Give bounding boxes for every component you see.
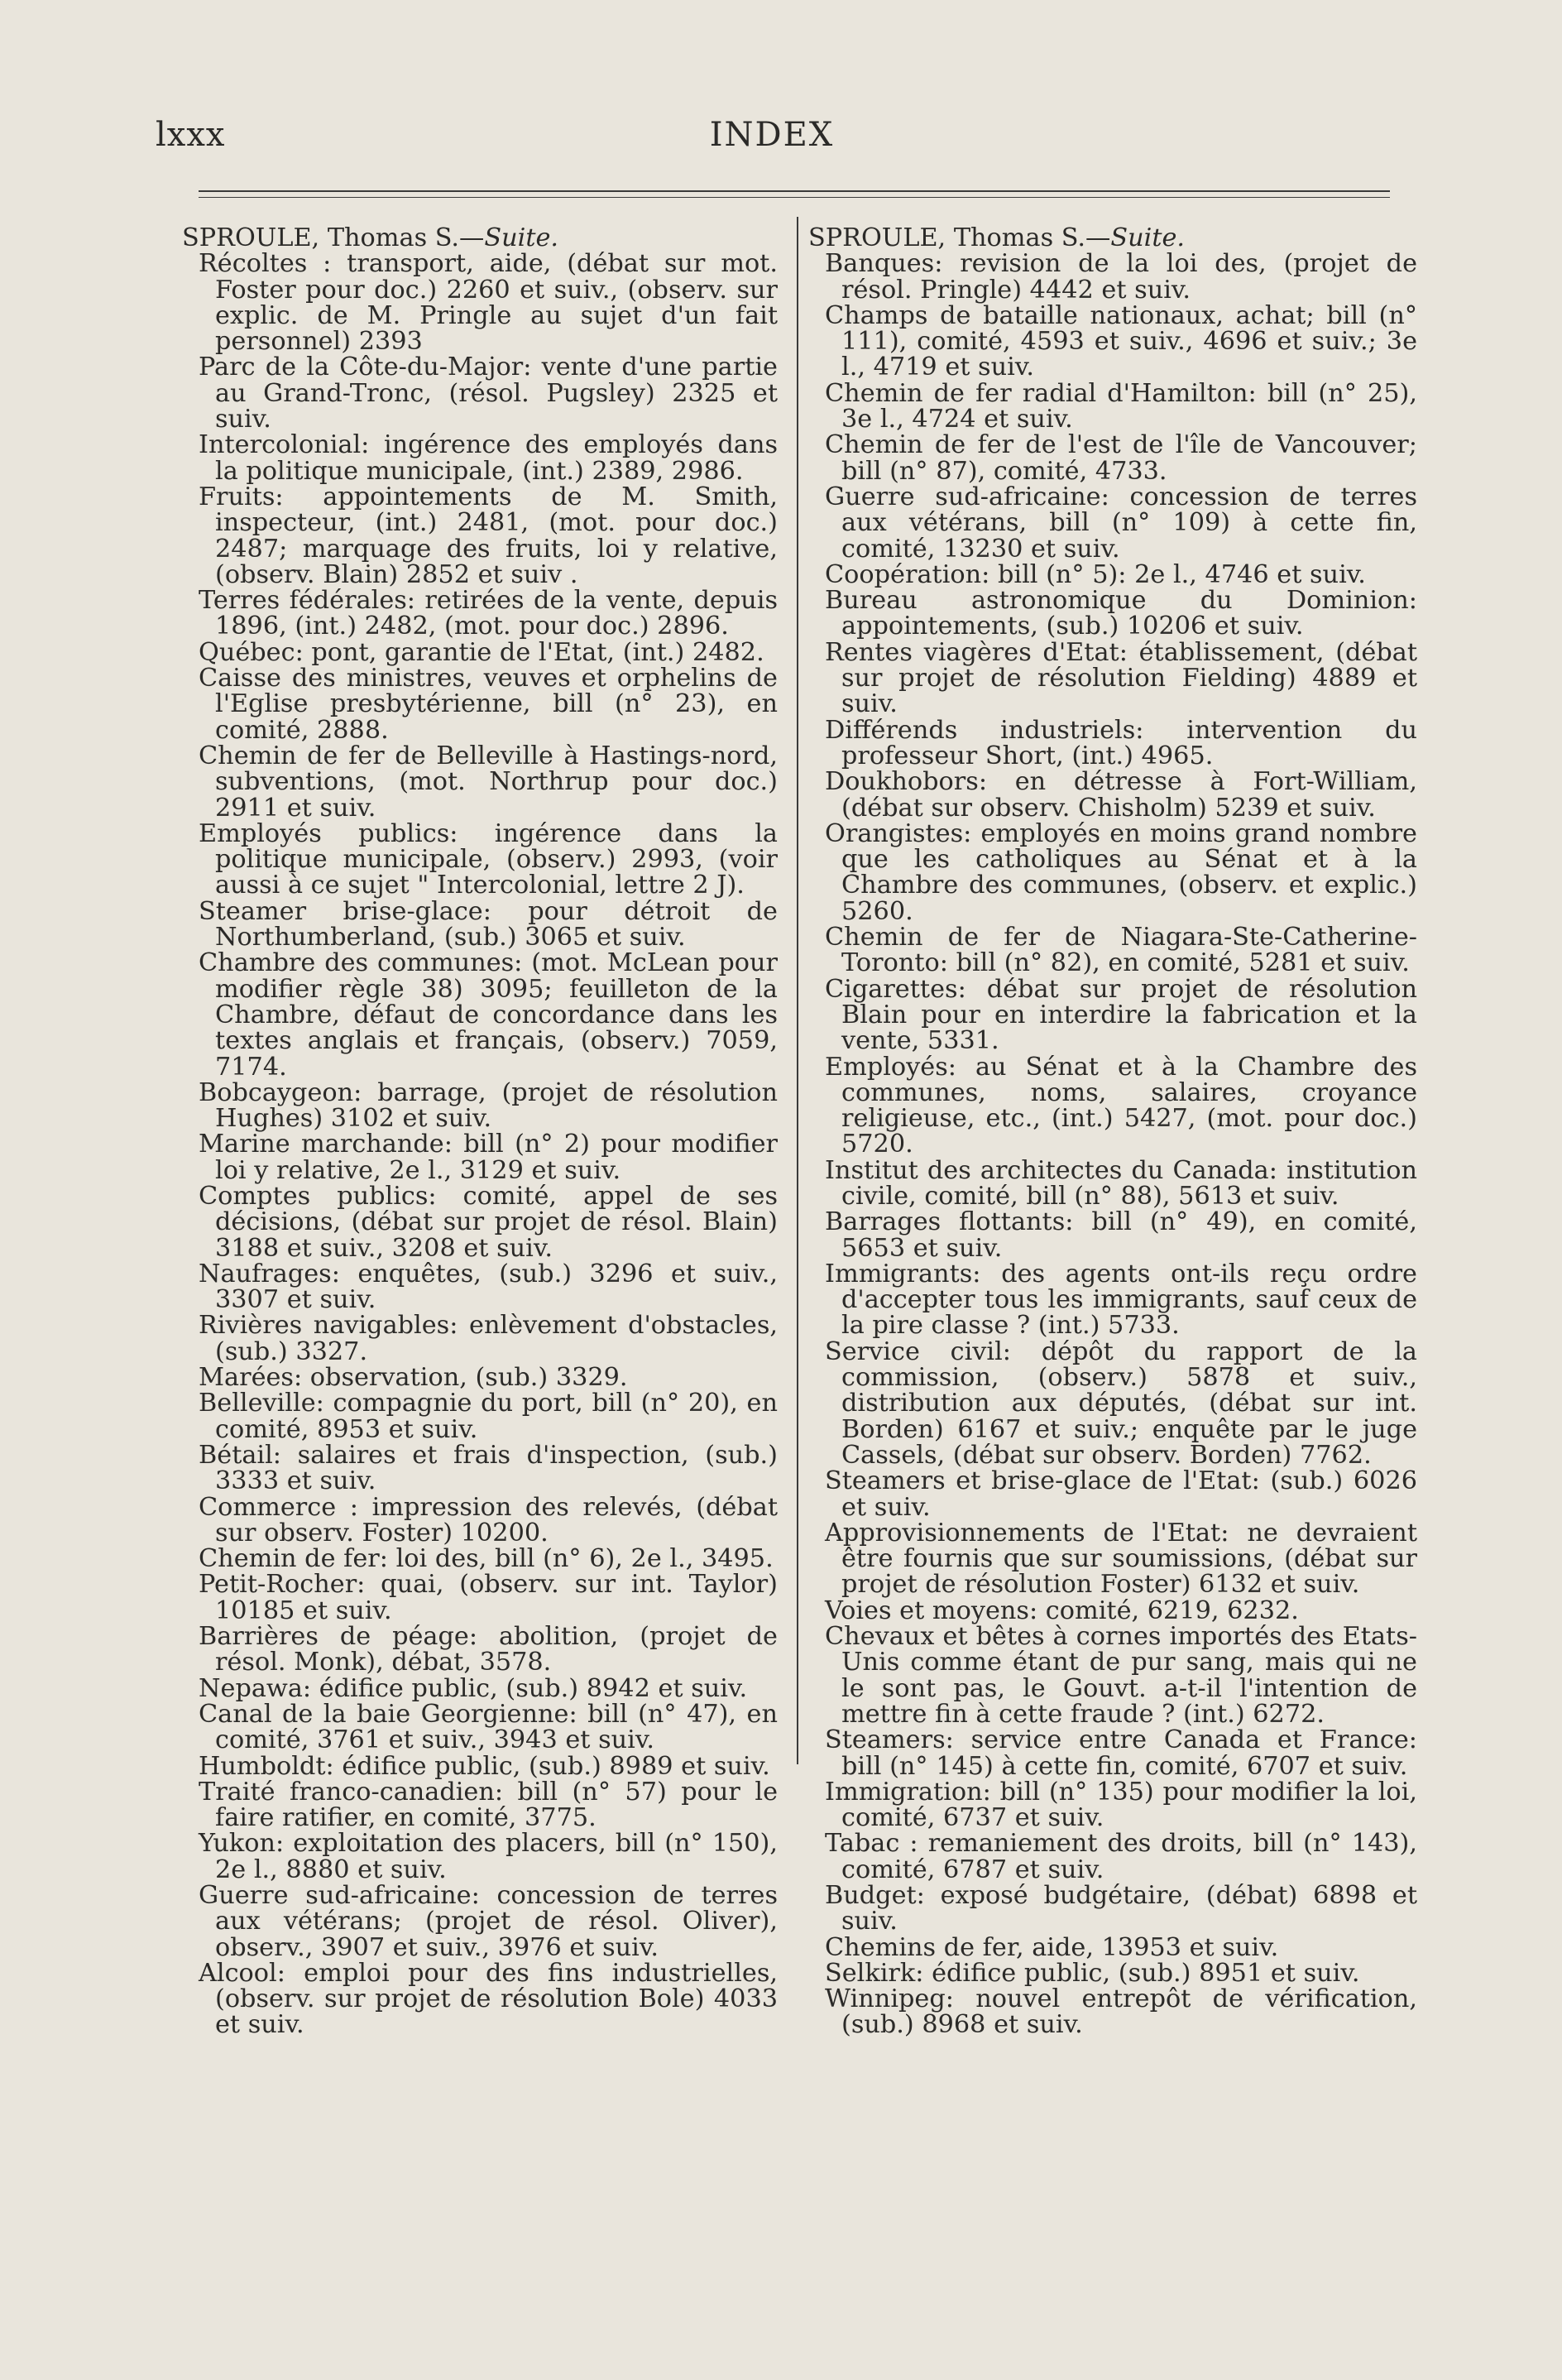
index-entry: Budget: exposé budgétaire, (débat) 6898 et suiv. [825,1881,1417,1936]
index-entry: Chemin de fer radial d'Hamilton: bill (n° 25), 3e l., 4724 et suiv. [825,378,1417,434]
index-entry: Fruits: appointements de M. Smith, inspecteur, (int.) 2481, (mot. pour doc.) 2487; marquage des fruits, loi y relative, (observ. Blain) 2852 et suiv . [199,482,778,589]
index-entry: Doukhobors: en détresse à Fort-William, (débat sur observ. Chisholm) 5239 et suiv. [825,767,1417,823]
index-entry: Alcool: emploi pour des fins industrielles, (observ. sur projet de résolution Bole) 4033 et suiv. [199,1958,778,2040]
index-entry: Chevaux et bêtes à cornes importés des Etats-Unis comme étant de pur sang, mais qui ne le sont pas, le Gouvt. a-t-il l'intention de mettre fin à cette fraude ? (int.) 6272. [825,1622,1417,1729]
index-entry: Chemin de fer de Belleville à Hastings-nord, subventions, (mot. Northrup pour doc.) 2911 et suiv. [199,741,778,823]
index-entry: Parc de la Côte-du-Major: vente d'une partie au Grand-Tronc, (résol. Pugsley) 2325 et suiv. [199,353,778,434]
index-entry: Comptes publics: comité, appel de ses décisions, (débat sur projet de résol. Blain) 3188 et suiv., 3208 et suiv. [199,1181,778,1263]
index-entry: Caisse des ministres, veuves et orphelins de l'Eglise presbytérienne, bill (n° 23), en comité, 2888. [199,664,778,745]
column-divider [797,217,798,1764]
index-entry: Coopération: bill (n° 5): 2e l., 4746 et suiv. [825,559,1366,589]
index-entry: Naufrages: enquêtes, (sub.) 3296 et suiv., 3307 et suiv. [199,1259,778,1315]
right-column-heading [808,225,1417,251]
index-entry: Voies et moyens: comité, 6219, 6232. [825,1595,1299,1625]
index-entry: Belleville: compagnie du port, bill (n° 20), en comité, 8953 et suiv. [199,1389,778,1444]
index-entry: Différends industriels: intervention du professeur Short, (int.) 4965. [825,715,1417,770]
index-entry: Rentes viagères d'Etat: établissement, (débat sur projet de résolution Fielding) 4889 et suiv. [825,637,1417,719]
index-entry: Traité franco-canadien: bill (n° 57) pour le faire ratifier, en comité, 3775. [199,1777,778,1833]
left-column [182,225,778,2038]
index-entry: Terres fédérales: retirées de la vente, depuis 1896, (int.) 2482, (mot. pour doc.) 2896. [199,586,778,641]
index-entry: Barrières de péage: abolition, (projet de résol. Monk), débat, 3578. [199,1622,778,1677]
index-entry: Steamers et brise-glace de l'Etat: (sub.) 6026 et suiv. [825,1466,1417,1522]
heading-name: SPROULE, Thomas S.— [182,223,485,252]
right-entries-list [808,249,1417,2040]
index-entry: Chambre des communes: (mot. McLean pour modifier règle 38) 3095; feuilleton de la Chambre, défaut de concordance dans les textes anglais et français, (observ.) 7059, 7174. [199,948,778,1082]
index-entry: Chemin de fer de l'est de l'île de Vancouver; bill (n° 87), comité, 4733. [825,430,1417,486]
index-entry: Bureau astronomique du Dominion: appointements, (sub.) 10206 et suiv. [825,586,1417,641]
right-column [808,225,1417,2038]
index-entry: Humboldt: édifice public, (sub.) 8989 et suiv. [199,1751,770,1781]
header-rule-thin [199,197,1390,198]
index-entry: Nepawa: édifice public, (sub.) 8942 et suiv. [199,1673,748,1703]
index-entry: Rivières navigables: enlèvement d'obstacles, (sub.) 3327. [199,1311,778,1366]
index-entry: Approvisionnements de l'Etat: ne devraient être fournis que sur soumissions, (débat sur projet de résolution Foster) 6132 et suiv. [825,1518,1417,1600]
index-entry: Banques: revision de la loi des, (projet de résol. Pringle) 4442 et suiv. [825,249,1417,305]
page-header [156,116,1388,166]
index-entry: Québec: pont, garantie de l'Etat, (int.) 2482. [199,637,764,667]
index-entry: Steamers: service entre Canada et France: bill (n° 145) à cette fin, comité, 6707 et suiv. [825,1725,1417,1781]
index-entry: Bétail: salaires et frais d'inspection, (sub.) 3333 et suiv. [199,1440,778,1496]
page-title: INDEX [709,116,835,154]
index-entry: Service civil: dépôt du rapport de la commission, (observ.) 5878 et suiv., distribution aux députés, (débat sur int. Borden) 6167 et suiv.; enquête par le juge Cassels, (débat sur observ. Borden) 7762. [825,1336,1417,1470]
index-entry: Tabac : remaniement des droits, bill (n° 143), comité, 6787 et suiv. [825,1829,1417,1884]
page-number: lxxx [156,116,226,154]
index-entry: Commerce : impression des relevés, (débat sur observ. Foster) 10200. [199,1492,778,1547]
index-entry: Chemin de fer de Niagara-Ste-Catherine-Toronto: bill (n° 82), en comité, 5281 et suiv. [825,923,1417,978]
index-entry: Chemins de fer, aide, 13953 et suiv. [825,1932,1279,1962]
index-entry: Intercolonial: ingérence des employés dans la politique municipale, (int.) 2389, 2986. [199,430,778,486]
index-entry: Employés publics: ingérence dans la politique municipale, (observ.) 2993, (voir aussi à ce sujet " Intercolonial, lettre 2 J). [199,818,778,900]
index-entry: Marine marchande: bill (n° 2) pour modifier loi y relative, 2e l., 3129 et suiv. [199,1130,778,1185]
index-entry: Guerre sud-africaine: concession de terres aux vétérans, bill (n° 109) à cette fin, comité, 13230 et suiv. [825,482,1417,564]
index-entry: Chemin de fer: loi des, bill (n° 6), 2e l., 3495. [199,1544,774,1574]
index-entry: Steamer brise-glace: pour détroit de Northumberland, (sub.) 3065 et suiv. [199,896,778,952]
index-entry: Immigration: bill (n° 135) pour modifier la loi, comité, 6737 et suiv. [825,1777,1417,1833]
index-entry: Marées: observation, (sub.) 3329. [199,1363,628,1393]
index-entry: Champs de bataille nationaux, achat; bill (n° 111), comité, 4593 et suiv., 4696 et suiv.; 3e l., 4719 et suiv. [825,300,1417,382]
index-entry: Cigarettes: débat sur projet de résolution Blain pour en interdire la fabrication et la vente, 5331. [825,974,1417,1056]
index-entry: Winnipeg: nouvel entrepôt de vérification, (sub.) 8968 et suiv. [825,1984,1417,2040]
index-entry: Employés: au Sénat et à la Chambre des communes, noms, salaires, croyance religieuse, etc., (int.) 5427, (mot. pour doc.) 5720. [825,1052,1417,1159]
index-entry: Barrages flottants: bill (n° 49), en comité, 5653 et suiv. [825,1207,1417,1263]
index-entry: Immigrants: des agents ont-ils reçu ordre d'accepter tous les immigrants, sauf ceux de la pire classe ? (int.) 5733. [825,1259,1417,1341]
index-entry: Bobcaygeon: barrage, (projet de résolution Hughes) 3102 et suiv. [199,1077,778,1134]
heading-name: SPROULE, Thomas S.— [808,223,1111,252]
index-entry: Orangistes: employés en moins grand nombre que les catholiques au Sénat et à la Chambre des communes, (observ. et explic.) 5260. [825,818,1417,926]
index-entry: Institut des architectes du Canada: institution civile, comité, bill (n° 88), 5613 et suiv. [825,1155,1417,1211]
left-column-heading [182,225,778,251]
index-entry: Selkirk: édifice public, (sub.) 8951 et suiv. [825,1958,1360,1988]
heading-suffix: Suite. [484,223,559,252]
heading-suffix: Suite. [1110,223,1186,252]
index-entry: Récoltes : transport, aide, (débat sur mot. Foster pour doc.) 2260 et suiv., (observ. sur explic. de M. Pringle au sujet d'un fait personnel) 2393 [199,249,778,357]
index-entry: Petit-Rocher: quai, (observ. sur int. Taylor) 10185 et suiv. [199,1570,778,1625]
index-entry: Yukon: exploitation des placers, bill (n° 150), 2e l., 8880 et suiv. [199,1829,778,1884]
header-rule [199,190,1390,192]
left-entries-list [182,249,778,2040]
index-entry: Canal de la baie Georgienne: bill (n° 47), en comité, 3761 et suiv., 3943 et suiv. [199,1699,778,1755]
index-entry: Guerre sud-africaine: concession de terres aux vétérans; (projet de résol. Oliver), observ., 3907 et suiv., 3976 et suiv. [199,1881,778,1962]
